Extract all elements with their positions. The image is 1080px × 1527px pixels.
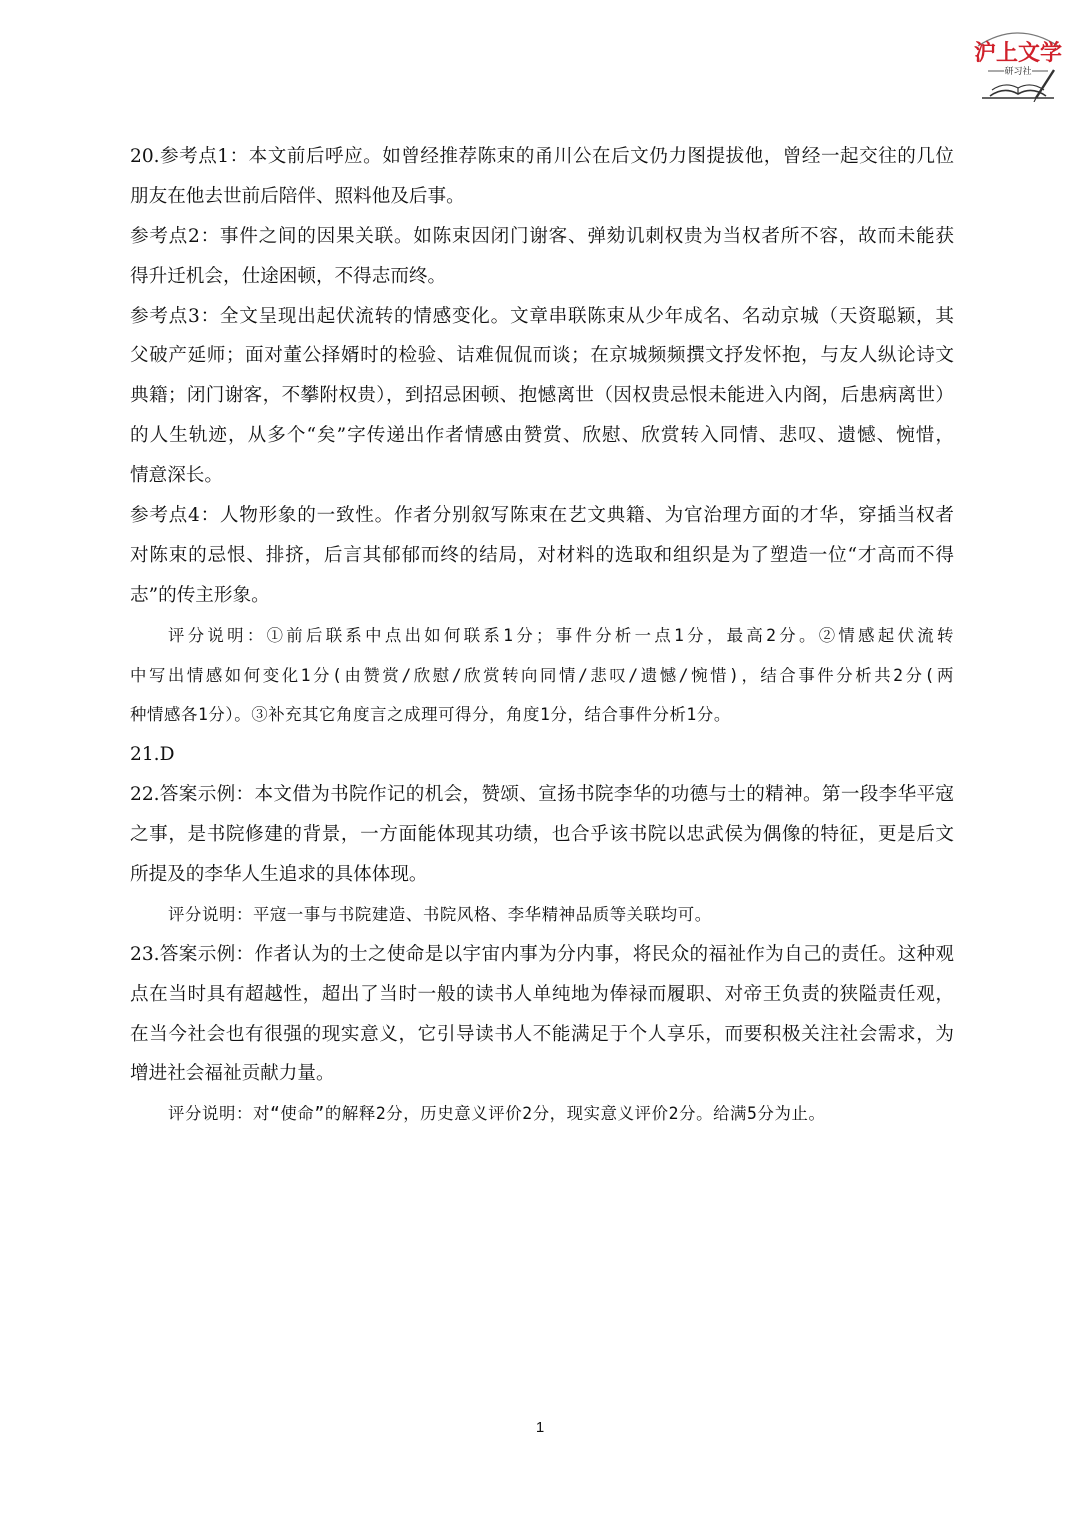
text-line: 得升迁机会，仕途困顿，不得志而终。 (130, 265, 447, 287)
text-line: 21.D (130, 744, 175, 766)
text-line: 父破产延师；面对董公择婿时的检验、诘难侃侃而谈；在京城频频撰文抒发怀抱，与友人纵论诗文 (130, 345, 954, 367)
scoring-note-line: 评分说明：对“使命”的解释2分，历史意义评价2分，现实意义评价2分。给满5分为止。 (168, 1104, 826, 1124)
scoring-note-line: 中写出情感如何变化1分(由赞赏/欣慰/欣赏转向同情/悲叹/遗憾/惋惜)，结合事件分析共2分(两 (130, 665, 954, 685)
logo-subtitle: 研习社 (1004, 67, 1032, 77)
page-number: 1 (535, 1419, 545, 1436)
text-line: 20.参考点1：本文前后呼应。如曾经推荐陈束的甬川公在后文仍力图提拔他，曾经一起交往的几位 (130, 146, 954, 167)
scoring-note-line: 种情感各1分）。③补充其它角度言之成理可得分，角度1分，结合事件分析1分。 (130, 705, 731, 725)
answer-content (130, 137, 954, 1134)
text-line: 朋友在他去世前后陪伴、照料他及后事。 (130, 185, 465, 207)
text-line: 点在当时具有超越性，超出了当时一般的读书人单纯地为俸禄而履职、对帝王负责的狭隘责任观， (130, 983, 954, 1005)
text-line: 对陈束的忌恨、排挤，后言其郁郁而终的结局，对材料的选取和组织是为了塑造一位“才高而不得 (130, 544, 954, 566)
text-line: 增进社会福祉贡献力量。 (130, 1063, 335, 1085)
scoring-note-line: 评分说明：①前后联系中点出如何联系1分；事件分析一点1分，最高2分。②情感起伏流转 (168, 625, 954, 645)
text-line: 典籍；闭门谢客，不攀附权贵），到招忌困顿、抱憾离世（因权贵忌恨未能进入内阁，后患病离世） (130, 385, 954, 407)
text-line: 参考点3：全文呈现出起伏流转的情感变化。文章串联陈束从少年成名、名动京城（天资聪颖，其 (130, 305, 954, 327)
text-line: 情意深长。 (130, 465, 223, 487)
publisher-logo (968, 26, 1068, 102)
text-line: 的人生轨迹，从多个“矣”字传递出作者情感由赞赏、欣慰、欣赏转入同情、悲叹、遗憾、惋惜， (130, 425, 954, 447)
text-line: 之事，是书院修建的背景，一方面能体现其功绩，也合乎该书院以忠武侯为偶像的特征，更是后文 (130, 824, 954, 846)
text-line: 23.答案示例：作者认为的士之使命是以宇宙内事为分内事，将民众的福祉作为自己的责任。这种观 (130, 943, 954, 965)
open-book-pen-icon (968, 26, 1068, 102)
text-line: 在当今社会也有很强的现实意义，它引导读书人不能满足于个人享乐，而要积极关注社会需求，为 (130, 1023, 954, 1045)
text-line: 22.答案示例：本文借为书院作记的机会，赞颂、宣扬书院李华的功德与士的精神。第一段李华平寇 (130, 784, 954, 806)
scoring-note-line: 评分说明：平寇一事与书院建造、书院风格、李华精神品质等关联均可。 (168, 904, 712, 924)
text-line: 参考点4：人物形象的一致性。作者分别叙写陈束在艺文典籍、为官治理方面的才华，穿插当权者 (130, 505, 954, 527)
text-line: 参考点2：事件之间的因果关联。如陈束因闭门谢客、弹劾讥刺权贵为当权者所不容，故而未能获 (130, 225, 954, 247)
logo-title: 沪上文学 (973, 40, 1063, 66)
text-line: 所提及的李华人生追求的具体体现。 (130, 864, 428, 886)
text-line: 志”的传主形象。 (130, 584, 270, 606)
